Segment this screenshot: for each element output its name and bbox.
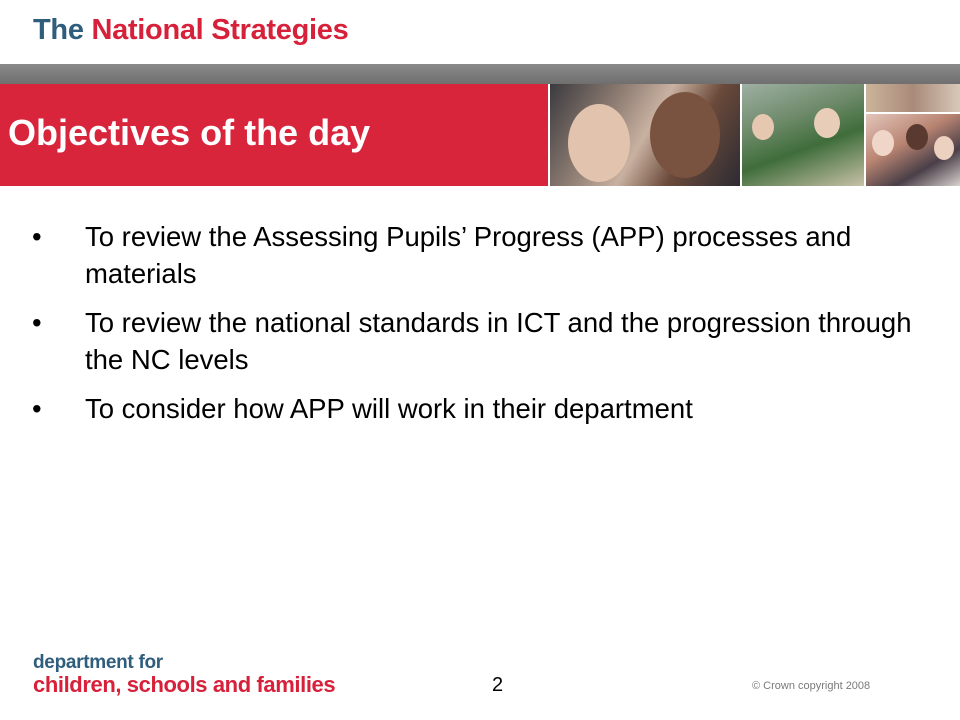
photo-pupils-reading	[550, 84, 740, 186]
dcsf-logo-line1: department for	[33, 652, 163, 673]
bullet-icon: •	[32, 221, 42, 252]
bullet-text: To review the national standards in ICT and the progression through the NC levels	[85, 307, 912, 375]
slide-title: Objectives of the day	[8, 112, 371, 153]
bullet-icon: •	[32, 307, 42, 338]
photo-pupils-group	[866, 114, 960, 186]
national-strategies-logo	[33, 14, 348, 47]
photo-strip	[548, 84, 960, 186]
objectives-list	[0, 218, 960, 439]
photo-pupils-top	[866, 84, 960, 112]
bullet-text: To consider how APP will work in their department	[85, 393, 693, 424]
copyright-notice: © Crown copyright 2008	[752, 680, 871, 692]
logo-word-the: The	[33, 14, 84, 46]
logo-words-national-strategies: National Strategies	[91, 14, 349, 46]
list-item	[0, 390, 960, 427]
dcsf-logo	[33, 652, 335, 698]
photo-classroom	[742, 84, 864, 186]
page-number: 2	[492, 674, 504, 696]
dcsf-logo-line2: children, schools and families	[33, 672, 336, 697]
list-item	[0, 304, 960, 378]
header-grey-bar	[0, 64, 960, 84]
bullet-icon: •	[32, 393, 42, 424]
bullet-text: To review the Assessing Pupils’ Progress (APP) processes and materials	[85, 221, 852, 289]
list-item	[0, 218, 960, 292]
